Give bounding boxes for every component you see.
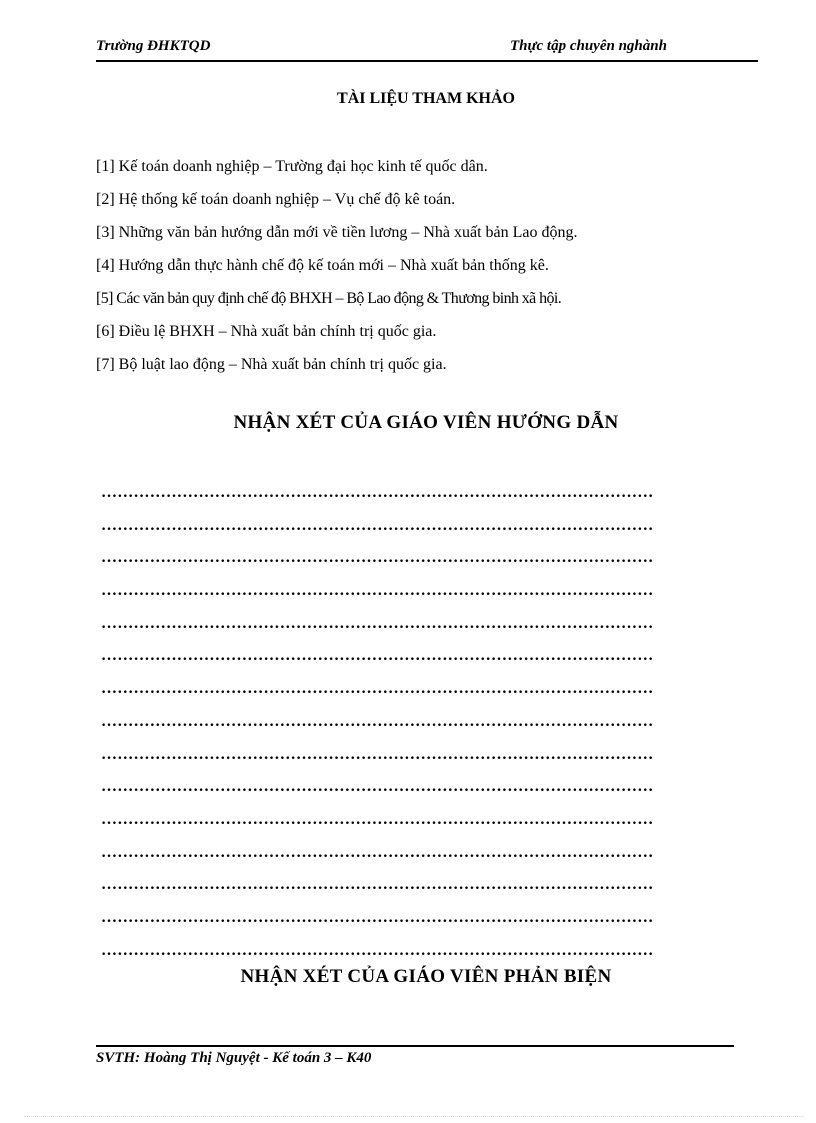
footer-rule — [96, 1045, 734, 1047]
dotted-line: ………………………………………………………………………………………… — [101, 876, 654, 894]
header-school-name: Trường ĐHKTQD — [96, 38, 211, 54]
references-title: TÀI LIỆU THAM KHẢO — [337, 90, 515, 107]
dotted-line: ………………………………………………………………………………………… — [101, 908, 654, 926]
reference-item: [4] Hướng dẫn thực hành chế độ kế toán mới – Nhà xuất bản thống kê. — [96, 257, 549, 274]
page-header — [96, 38, 758, 62]
reference-item: [1] Kế toán doanh nghiệp – Trường đại học kinh tế quốc dân. — [96, 158, 488, 175]
reference-item: [7] Bộ luật lao động – Nhà xuất bản chính trị quốc gia. — [96, 356, 447, 373]
dotted-line: ………………………………………………………………………………………… — [101, 712, 654, 730]
dotted-line: ………………………………………………………………………………………… — [101, 614, 654, 632]
reference-item: [3] Những văn bản hướng dẫn mới về tiền lương – Nhà xuất bản Lao động. — [96, 224, 578, 241]
advisor-review-title: NHẬN XÉT CỦA GIÁO VIÊN HƯỚNG DẪN — [233, 412, 619, 433]
page-bottom-border — [24, 1116, 804, 1117]
dotted-line: ………………………………………………………………………………………… — [101, 810, 654, 828]
dotted-line: ………………………………………………………………………………………… — [101, 582, 654, 600]
dotted-line: ………………………………………………………………………………………… — [101, 516, 654, 534]
reference-item: [2] Hệ thống kế toán doanh nghiệp – Vụ chế độ kê toán. — [96, 191, 456, 208]
dotted-line: ………………………………………………………………………………………… — [101, 778, 654, 796]
dotted-line: ………………………………………………………………………………………… — [101, 843, 654, 861]
dotted-line: ………………………………………………………………………………………… — [101, 484, 654, 501]
dotted-line: ………………………………………………………………………………………… — [101, 647, 654, 665]
dotted-line: ………………………………………………………………………………………… — [101, 745, 654, 763]
reviewer-review-title: NHẬN XÉT CỦA GIÁO VIÊN PHẢN BIỆN — [240, 966, 612, 987]
header-report-type: Thực tập chuyên nghành — [510, 38, 667, 54]
dotted-line: ………………………………………………………………………………………… — [101, 941, 654, 959]
advisor-review-lines — [101, 482, 753, 972]
references-list — [96, 156, 736, 387]
footer-student-info: SVTH: Hoàng Thị Nguyệt - Kế toán 3 – K40 — [96, 1050, 372, 1066]
dotted-line: ………………………………………………………………………………………… — [101, 549, 654, 567]
dotted-line: ………………………………………………………………………………………… — [101, 680, 654, 698]
reference-item: [6] Điều lệ BHXH – Nhà xuất bản chính trị quốc gia. — [96, 323, 437, 340]
reference-item: [5] Các văn bản quy định chế độ BHXH – Bộ Lao động & Thương binh xã hội. — [96, 290, 562, 307]
